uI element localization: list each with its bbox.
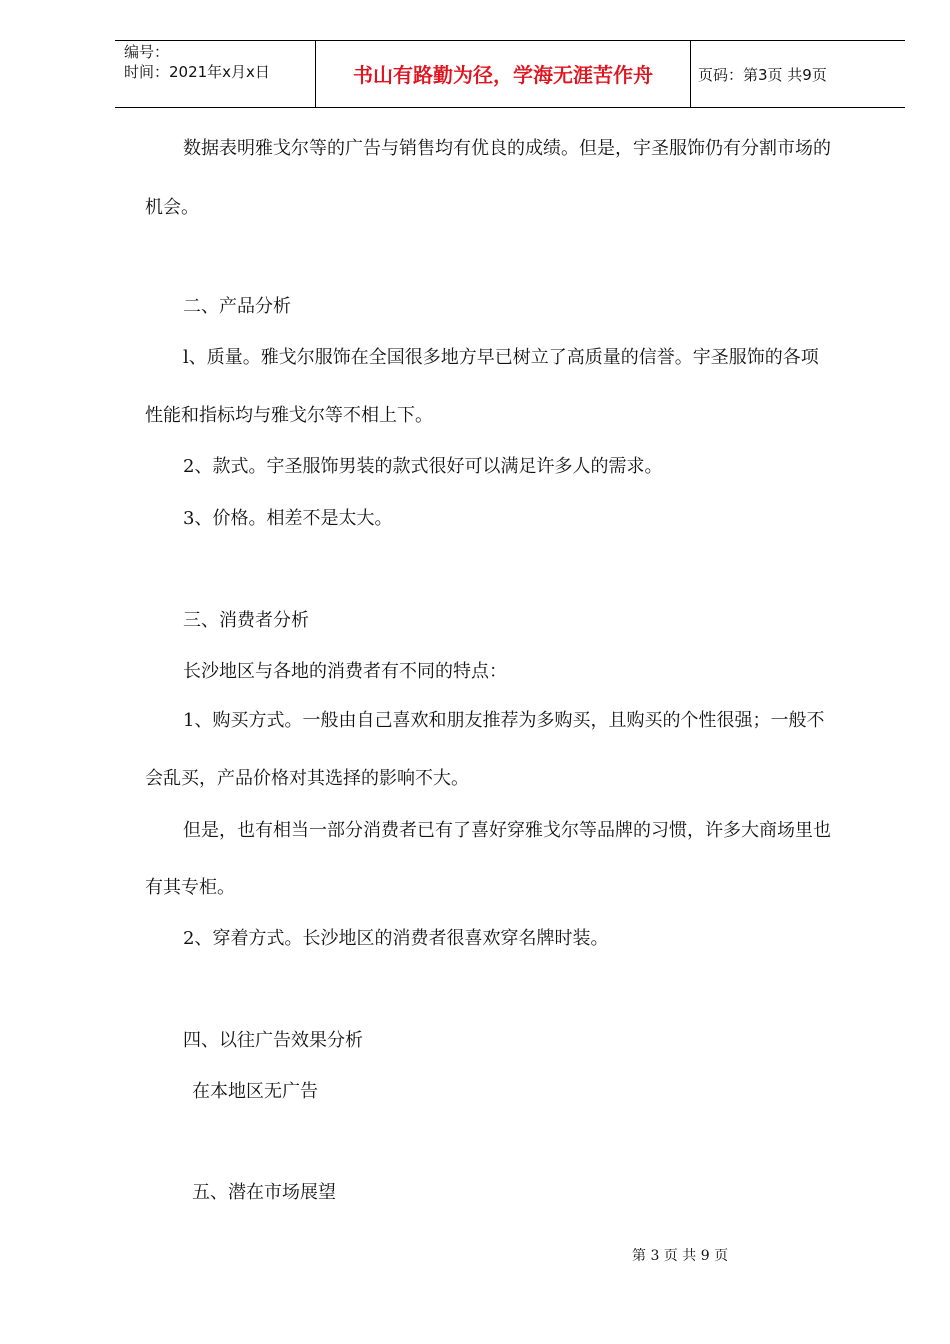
document-header [115,40,905,108]
paragraph-continuation: 会乱买，产品价格对其选择的影响不大。 [145,768,469,789]
paragraph-continuation: 性能和指标均与雅戈尔等不相上下。 [145,405,433,426]
paragraph-continuation: 机会。 [145,197,199,218]
page-footer: 第 3 页 共 9 页 [632,1248,729,1264]
paragraph: l、质量。雅戈尔服饰在全国很多地方早已树立了高质量的信誉。宇圣服饰的各项 [183,347,819,368]
paragraph: 但是，也有相当一部分消费者已有了喜好穿雅戈尔等品牌的习惯，许多大商场里也 [183,820,831,841]
header-page-label: 页码：第3页 共9页 [698,66,827,84]
section-heading-consumer: 三、消费者分析 [183,610,309,631]
paragraph-continuation: 有其专柜。 [145,877,235,898]
document-time-label: 时间：2021年x月x日 [124,63,270,81]
paragraph: 在本地区无广告 [192,1081,318,1102]
header-info-cell [115,41,315,107]
paragraph: 数据表明雅戈尔等的广告与销售均有优良的成绩。但是，宇圣服饰仍有分割市场的 [183,138,831,159]
document-number-label: 编号： [124,43,170,61]
section-heading-product: 二、产品分析 [183,296,291,317]
header-motto-cell [315,41,691,107]
paragraph: 3、价格。相差不是太大。 [183,508,393,529]
section-heading-potential-market: 五、潜在市场展望 [192,1182,336,1203]
paragraph: 长沙地区与各地的消费者有不同的特点： [183,661,507,682]
paragraph: 1、购买方式。一般由自己喜欢和朋友推荐为多购买，且购买的个性很强；一般不 [183,710,825,731]
paragraph: 2、款式。宇圣服饰男装的款式很好可以满足许多人的需求。 [183,456,663,477]
header-motto: 书山有路勤为径，学海无涯苦作舟 [353,63,653,87]
section-heading-ad-effect: 四、以往广告效果分析 [183,1030,363,1051]
paragraph: 2、穿着方式。长沙地区的消费者很喜欢穿名牌时装。 [183,928,609,949]
header-page-cell [690,41,905,107]
